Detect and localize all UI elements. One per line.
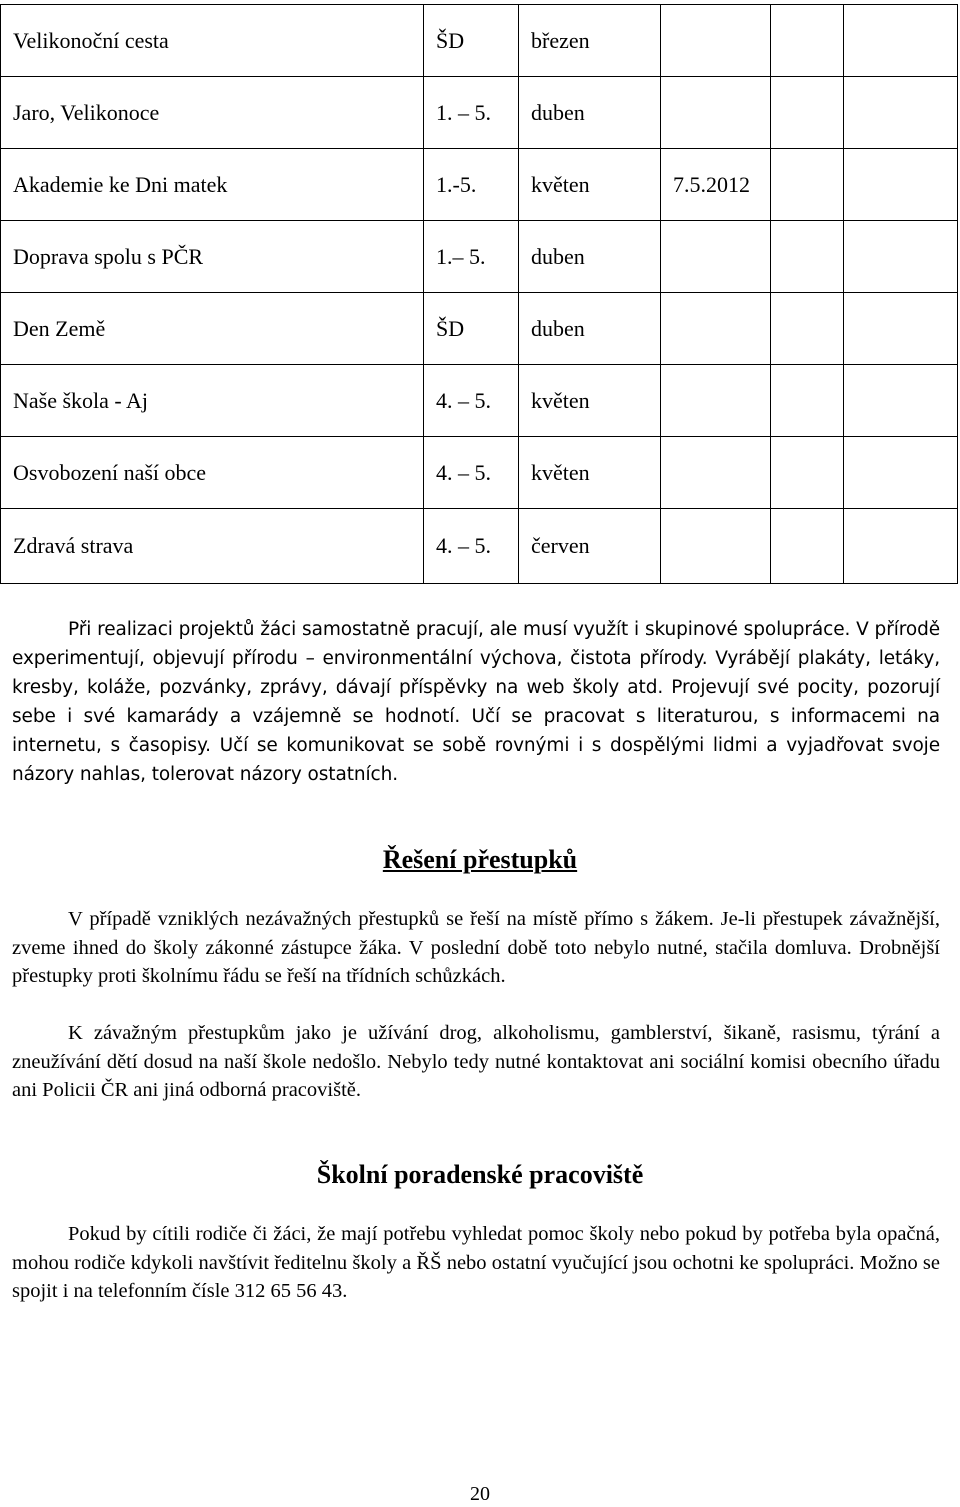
table-cell	[844, 293, 958, 365]
table-cell: 7.5.2012	[661, 149, 771, 221]
table-cell	[844, 77, 958, 149]
table-cell: červen	[519, 509, 661, 584]
table-row	[1, 365, 958, 437]
table-cell: březen	[519, 5, 661, 77]
table-cell	[771, 437, 844, 509]
table-cell	[844, 437, 958, 509]
page-number: 20	[470, 1483, 490, 1505]
table-cell: 1.-5.	[424, 149, 519, 221]
counseling-paragraph: Pokud by cítili rodiče či žáci, že mají potřebu vyhledat pomoc školy nebo pokud by potřeba byla opačná, mohou rodiče kdykoli navštívit ředitelnu školy a ŘŠ nebo ostatní vyučující jsou ochotni ke spolupráci. Možno se spojit i na telefonním čísle 312 65 56 43.	[12, 1223, 940, 1302]
table-cell: ŠD	[424, 5, 519, 77]
table-cell: Doprava spolu s PČR	[1, 221, 424, 293]
table-row	[1, 293, 958, 365]
table-cell	[771, 77, 844, 149]
table-cell	[844, 149, 958, 221]
table-cell	[661, 221, 771, 293]
table-row	[1, 77, 958, 149]
offenses-paragraph-1: V případě vzniklých nezávažných přestupků se řeší na místě přímo s žákem. Je-li přestupek závažnější, zveme ihned do školy zákonné zástupce žáka. V poslední době toto nebylo nutné, stačila domluva. Drobnější přestupky proti školnímu řádu se řeší na třídních schůzkách.	[12, 908, 940, 987]
table-cell	[844, 365, 958, 437]
table-cell	[844, 509, 958, 584]
projects-paragraph: Při realizaci projektů žáci samostatně pracují, ale musí využít i skupinové spolupráce. V přírodě experimentují, objevují přírodu – environmentální výchova, čistota přírody. Vyrábějí plakáty, letáky, kresby, koláže, pozvánky, zprávy, dávají příspěvky na web školy atd. Projevují své pocity, pozorují sebe i své kamarády a vzájemně se hodnotí. Učí se pracovat s literaturou, s informacemi na internetu, s časopisy. Učí se komunikovat se sobě rovnými i s dospělými lidmi a vyjadřovat svoje názory nahlas, tolerovat názory ostatních.	[12, 619, 940, 785]
table-cell	[661, 293, 771, 365]
table-cell: Zdravá strava	[1, 509, 424, 584]
table-cell: 4. – 5.	[424, 437, 519, 509]
table-cell	[771, 149, 844, 221]
table-cell: duben	[519, 221, 661, 293]
table-cell: duben	[519, 77, 661, 149]
table-row	[1, 437, 958, 509]
table-cell: Den Země	[1, 293, 424, 365]
table-cell: 4. – 5.	[424, 365, 519, 437]
table-cell	[771, 221, 844, 293]
table-cell: Osvobození naší obce	[1, 437, 424, 509]
table-cell: ŠD	[424, 293, 519, 365]
table-cell	[771, 5, 844, 77]
table-row	[1, 221, 958, 293]
table-cell: Akademie ke Dni matek	[1, 149, 424, 221]
table-cell: Velikonoční cesta	[1, 5, 424, 77]
events-table	[0, 4, 958, 584]
table-cell: květen	[519, 149, 661, 221]
table-cell	[661, 365, 771, 437]
section-title-counseling: Školní poradenské pracoviště	[316, 1160, 644, 1189]
table-cell	[771, 509, 844, 584]
table-cell	[844, 221, 958, 293]
table-cell: Jaro, Velikonoce	[1, 77, 424, 149]
table-cell	[661, 77, 771, 149]
table-cell: květen	[519, 365, 661, 437]
table-row	[1, 509, 958, 584]
table-cell: 4. – 5.	[424, 509, 519, 584]
table-cell	[661, 509, 771, 584]
table-cell	[661, 437, 771, 509]
offenses-paragraph-2: K závažným přestupkům jako je užívání drog, alkoholismu, gamblerství, šikaně, rasismu, týrání a zneužívání dětí dosud na naší škole nedošlo. Nebylo tedy nutné kontaktovat ani sociální komisi obecního úřadu ani Policii ČR ani jiná odborná pracoviště.	[12, 1022, 940, 1101]
table-cell	[771, 293, 844, 365]
table-cell: Naše škola - Aj	[1, 365, 424, 437]
table-cell	[661, 5, 771, 77]
table-cell	[771, 365, 844, 437]
table-row	[1, 149, 958, 221]
table-row	[1, 5, 958, 77]
table-cell: 1.– 5.	[424, 221, 519, 293]
table-cell: květen	[519, 437, 661, 509]
section-title-offenses: Řešení přestupků	[382, 845, 578, 874]
table-cell: 1. – 5.	[424, 77, 519, 149]
table-cell: duben	[519, 293, 661, 365]
table-cell	[844, 5, 958, 77]
